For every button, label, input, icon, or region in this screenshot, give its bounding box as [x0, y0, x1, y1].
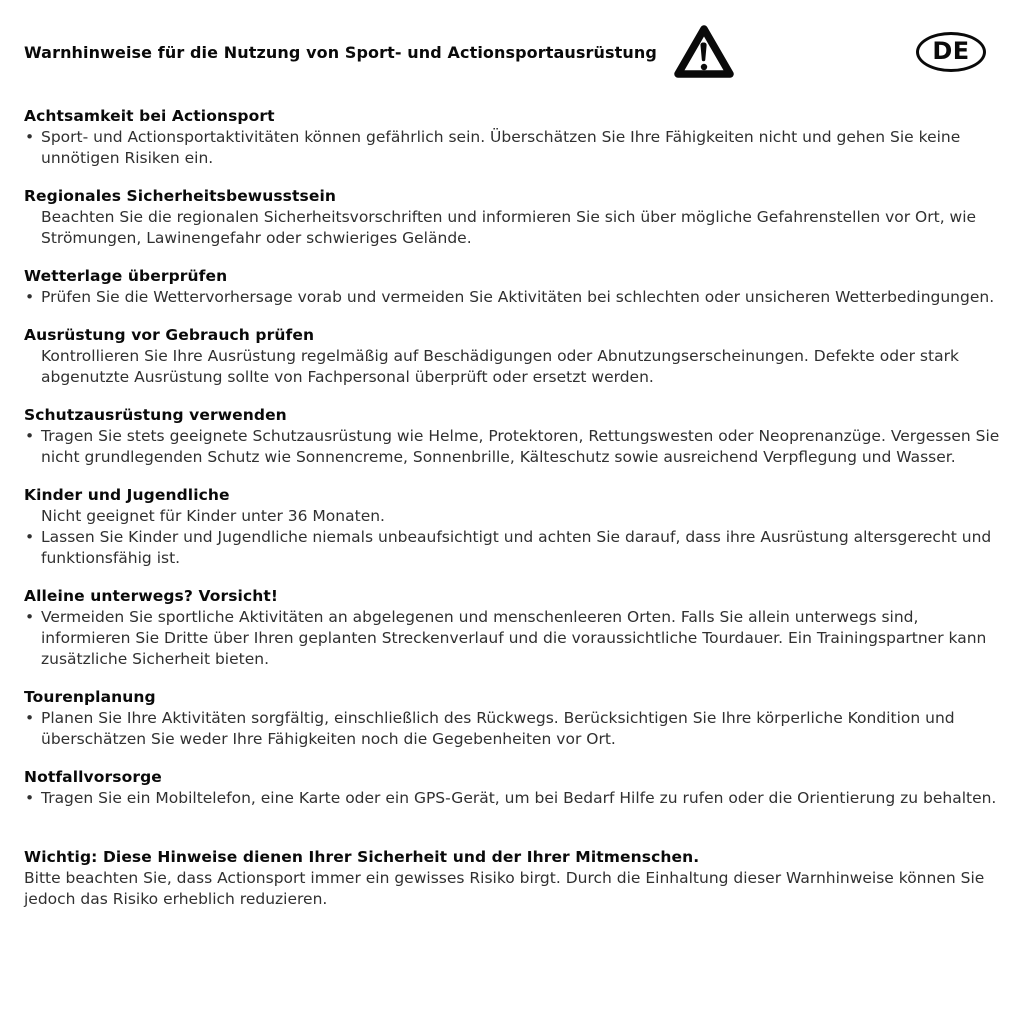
section-items	[24, 127, 1000, 169]
section-heading: Tourenplanung	[24, 688, 156, 706]
warning-section	[24, 485, 1000, 569]
section-heading: Ausrüstung vor Gebrauch prüfen	[24, 326, 315, 344]
section-heading: Alleine unterwegs? Vorsicht!	[24, 587, 279, 605]
warning-section	[24, 405, 1000, 468]
bullet-item	[24, 287, 1000, 308]
section-items	[24, 346, 1000, 388]
plain-item	[24, 506, 1000, 527]
bullet-marker: •	[25, 709, 35, 727]
bullet-marker: •	[25, 128, 35, 146]
item-text: Beachten Sie die regionalen Sicherheitsvorschriften und informieren Sie sich über mögliche Gefahrenstellen vor Ort, wie Strömungen, Lawinengefahr oder schwieriges Gelände.	[41, 208, 977, 247]
sections	[24, 106, 1000, 809]
section-heading: Regionales Sicherheitsbewusstsein	[24, 187, 337, 205]
warning-section	[24, 586, 1000, 670]
warning-section	[24, 687, 1000, 750]
bullet-marker: •	[25, 427, 35, 445]
language-badge-label: DE	[932, 37, 970, 65]
bullet-marker: •	[25, 528, 35, 546]
bullet-item	[24, 788, 1000, 809]
warning-section	[24, 186, 1000, 249]
item-text: Planen Sie Ihre Aktivitäten sorgfältig, einschließlich des Rückwegs. Berücksichtigen Sie Ihre körperliche Kondition und überschätzen Sie weder Ihre Fähigkeiten noch die Gegebenheiten vor Ort.	[41, 709, 955, 748]
page-title: Warnhinweise für die Nutzung von Sport- und Actionsportausrüstung	[24, 42, 657, 62]
section-items	[24, 788, 1000, 809]
warning-section	[24, 266, 1000, 308]
footer-important-note: Wichtig: Diese Hinweise dienen Ihrer Sicherheit und der Ihrer Mitmenschen.	[24, 848, 700, 866]
section-items	[24, 506, 1000, 569]
section-items	[24, 426, 1000, 468]
item-text: Vermeiden Sie sportliche Aktivitäten an abgelegenen und menschenleeren Orten. Falls Sie allein unterwegs sind, informieren Sie Dritte über Ihren geplanten Streckenverlauf und die voraussichtliche Tourdauer. Ein Trainingspartner kann zusätzliche Sicherheit bieten.	[41, 608, 987, 668]
bullet-item	[24, 527, 1000, 569]
item-text: Lassen Sie Kinder und Jugendliche niemals unbeaufsichtigt und achten Sie darauf, dass ihre Ausrüstung altersgerecht und funktionsfähig ist.	[41, 528, 992, 567]
warning-triangle-icon	[673, 23, 735, 81]
section-heading: Notfallvorsorge	[24, 768, 162, 786]
document-header	[24, 23, 1006, 81]
item-text: Kontrollieren Sie Ihre Ausrüstung regelmäßig auf Beschädigungen oder Abnutzungserscheinungen. Defekte oder stark abgenutzte Ausrüstung sollte von Fachpersonal überprüft oder ersetzt werden.	[41, 347, 959, 386]
section-items	[24, 708, 1000, 750]
bullet-marker: •	[25, 789, 35, 807]
item-text: Tragen Sie stets geeignete Schutzausrüstung wie Helme, Protektoren, Rettungswesten oder Neoprenanzüge. Vergessen Sie nicht grundlegenden Schutz wie Sonnencreme, Sonnenbrille, Kälteschutz sowie ausreichend Verpflegung und Wasser.	[41, 427, 1000, 466]
warning-section	[24, 106, 1000, 169]
footer-note: Bitte beachten Sie, dass Actionsport immer ein gewisses Risiko birgt. Durch die Einhaltung dieser Warnhinweise können Sie jedoch das Risiko erheblich reduzieren.	[24, 869, 985, 908]
document-footer	[24, 847, 1000, 910]
plain-item	[24, 346, 1000, 388]
section-items	[24, 287, 1000, 308]
bullet-marker: •	[25, 608, 35, 626]
section-items	[24, 607, 1000, 670]
bullet-item	[24, 426, 1000, 468]
plain-item	[24, 207, 1000, 249]
section-heading: Achtsamkeit bei Actionsport	[24, 107, 275, 125]
item-text: Sport- und Actionsportaktivitäten können gefährlich sein. Überschätzen Sie Ihre Fähigkeiten nicht und gehen Sie keine unnötigen Risiken ein.	[41, 128, 961, 167]
language-badge	[916, 32, 986, 72]
warning-section	[24, 767, 1000, 809]
item-text: Prüfen Sie die Wettervorhersage vorab und vermeiden Sie Aktivitäten bei schlechten oder unsicheren Wetterbedingungen.	[41, 288, 995, 306]
bullet-marker: •	[25, 288, 35, 306]
item-text: Nicht geeignet für Kinder unter 36 Monaten.	[41, 507, 385, 525]
bullet-item	[24, 127, 1000, 169]
section-heading: Kinder und Jugendliche	[24, 486, 230, 504]
item-text: Tragen Sie ein Mobiltelefon, eine Karte oder ein GPS-Gerät, um bei Bedarf Hilfe zu rufen oder die Orientierung zu behalten.	[41, 789, 997, 807]
bullet-item	[24, 708, 1000, 750]
bullet-item	[24, 607, 1000, 670]
section-heading: Wetterlage überprüfen	[24, 267, 228, 285]
section-heading: Schutzausrüstung verwenden	[24, 406, 287, 424]
section-items	[24, 207, 1000, 249]
warning-section	[24, 325, 1000, 388]
